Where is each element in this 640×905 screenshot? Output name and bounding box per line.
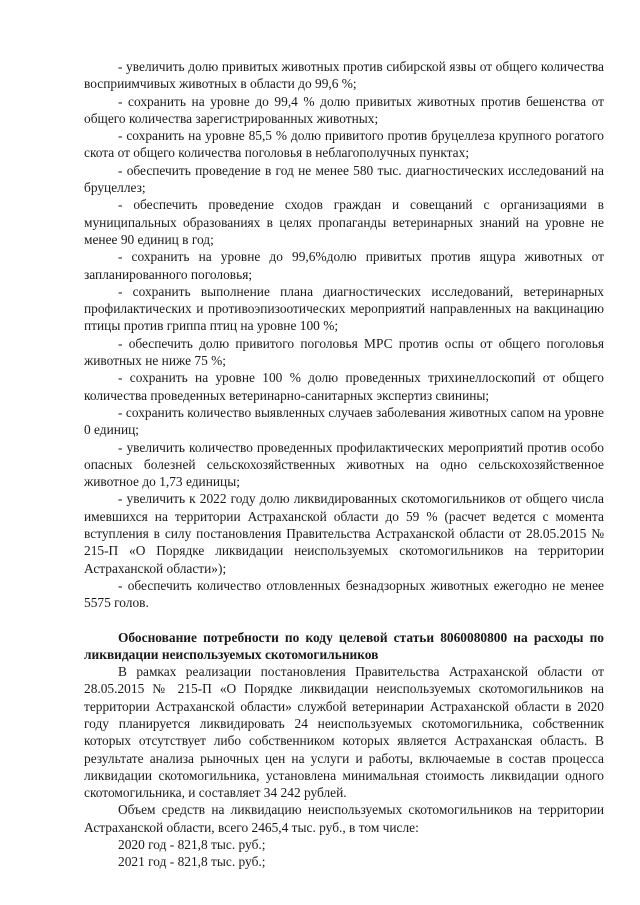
- list-item: - сохранить на уровне до 99,6%долю привитых против ящура животных от запланированного поголовья;: [84, 249, 604, 282]
- list-item: - сохранить выполнение плана диагностических исследований, ветеринарных профилактических и противоэпизоотических мероприятий направленных на вакцинацию птицы против гриппа птиц на уровне 100 %;: [84, 283, 604, 334]
- list-item: - обеспечить проведение сходов граждан и совещаний с организациями в муниципальных образованиях в целях пропаганды ветеринарных знаний на уровне не менее 90 единиц в год;: [84, 197, 604, 247]
- list-item: - обеспечить долю привитого поголовья МРС против оспы от общего поголовья животных не ниже 75 %;: [84, 335, 604, 369]
- list-item: - сохранить на уровне до 99,4 % долю привитых животных против бешенства от общего количества зарегистрированных животных;: [84, 93, 604, 126]
- list-item: - обеспечить количество отловленных безнадзорных животных ежегодно не менее 5575 голов.: [84, 577, 604, 611]
- list-item: - сохранить количество выявленных случаев заболевания животных сапом на уровне 0 единиц;: [84, 404, 604, 438]
- section-spacer: [84, 612, 604, 629]
- list-item: - сохранить на уровне 100 % долю проведенных трихинеллоскопий от общего количества проведенных ветеринарно-санитарных экспертиз свинины;: [84, 370, 604, 403]
- body-paragraph: В рамках реализации постановления Правительства Астраханской области от 28.05.2015 № 215-П «О Порядке ликвидации неиспользуемых скотомогильников на территории Астраханской области» службой ветеринарии Астраханской области в 2020 году планируется ликвидировать 24 неиспользуемых скотомогильника, собственник которых отсутствует либо собственником которых является Астраханская область. В результате анализа рыночных цен на услуги и работы, включаемые в состав процесса ликвидации скотомогильника, установлена минимальная стоимость ликвидации одного скотомогильника, и составляет 34 242 рублей.: [84, 664, 604, 801]
- list-item: - увеличить количество проведенных профилактических мероприятий против особо опасных болезней сельскохозяйственных животных на одно сельскохозяйственное животное до 1,73 единицы;: [84, 439, 604, 490]
- list-item: - обеспечить проведение в год не менее 580 тыс. диагностических исследований на бруцеллез;: [84, 162, 604, 196]
- body-paragraph: Объем средств на ликвидацию неиспользуемых скотомогильников на территории Астраханской области, всего 2465,4 тыс. руб., в том числе:: [84, 802, 604, 835]
- year-line: 2020 год - 821,8 тыс. руб.;: [118, 837, 266, 853]
- list-item: - увеличить к 2022 году долю ликвидированных скотомогильников от общего числа имевшихся на территории Астраханской области до 59 % (расчет ведется с момента вступления в силу постановления Правительства Астраханской области от 28.05.2015 № 215-П «О Порядке ликвидации неиспользуемых скотомогильников на территории Астраханской области»);: [84, 491, 604, 576]
- year-line: 2021 год - 821,8 тыс. руб.;: [118, 854, 266, 870]
- list-item: - увеличить долю привитых животных против сибирской язвы от общего количества восприимчивых животных в области до 99,6 %;: [84, 59, 604, 92]
- list-item: - сохранить на уровне 85,5 % долю привитого против бруцеллеза крупного рогатого скота от общего количества поголовья в неблагополучных пунктах;: [84, 128, 604, 161]
- section-heading: Обоснование потребности по коду целевой статьи 8060080800 на расходы по ликвидации неиспользуемых скотомогильников: [84, 629, 604, 662]
- document-body: [84, 58, 604, 871]
